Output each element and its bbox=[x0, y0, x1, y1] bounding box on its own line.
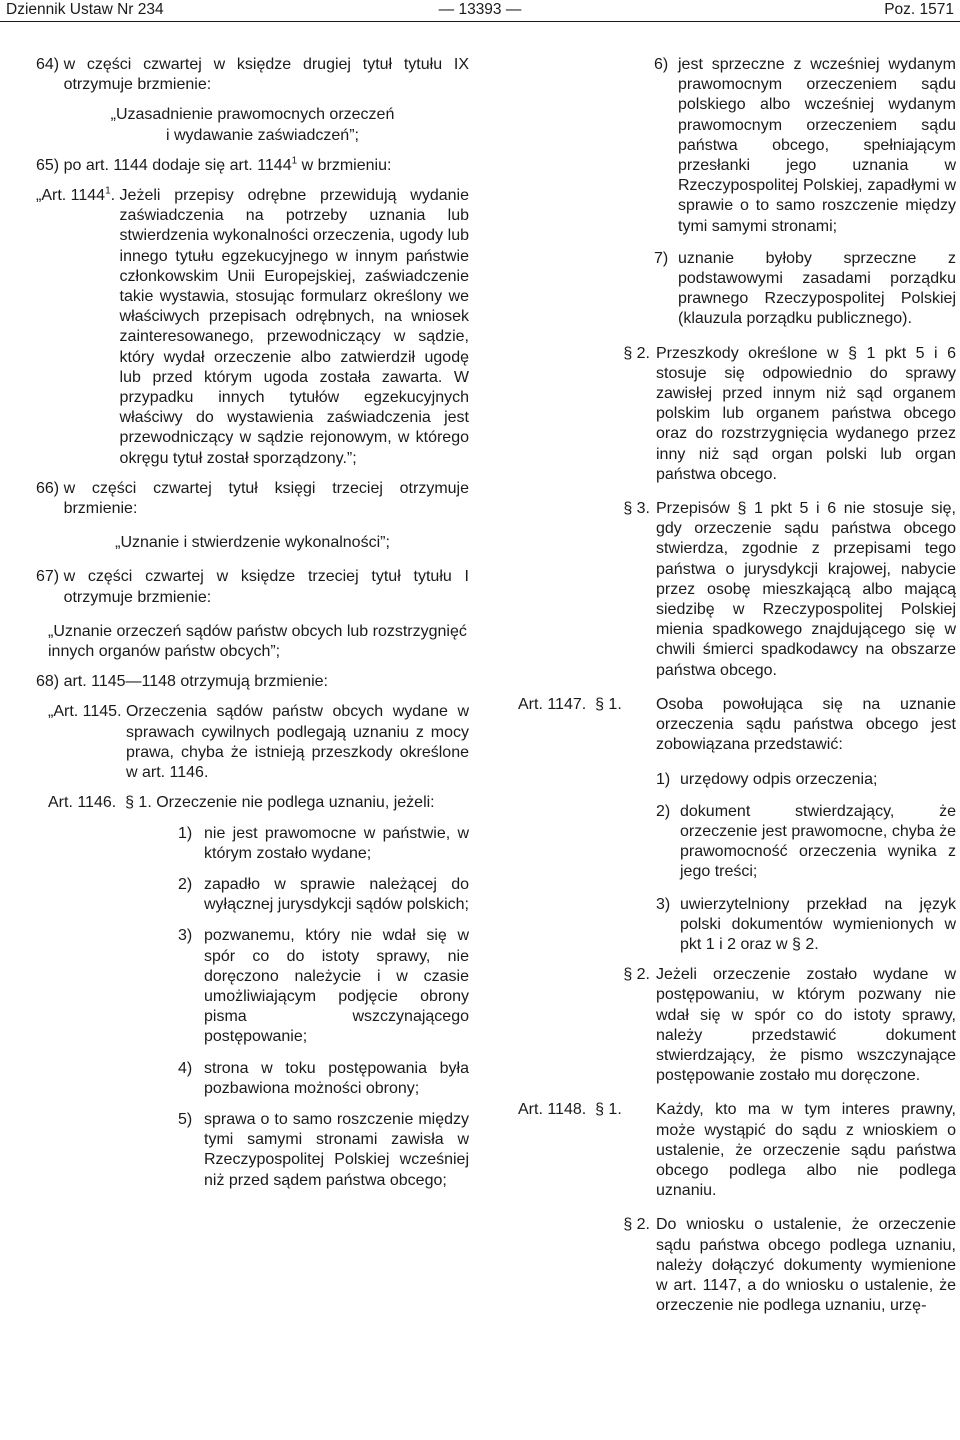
list-item-text: urzędowy odpis orzeczenia; bbox=[680, 770, 878, 788]
list-item bbox=[654, 249, 956, 330]
list-item-number: 1) bbox=[656, 770, 671, 788]
list-item-text: dokument stwierdzający, że orzeczenie jest prawomocne, chyba że prawomocność orzeczenia wynika z jego treści; bbox=[680, 802, 956, 881]
list-item bbox=[656, 770, 956, 790]
article-1148-paragraph-2 bbox=[518, 1215, 956, 1316]
list-item-text: zapadło w sprawie należącej do wyłącznej jurysdykcji sądów polskich; bbox=[204, 875, 469, 914]
article-1147-items bbox=[518, 770, 956, 956]
article-1147 bbox=[518, 695, 956, 756]
left-column bbox=[36, 55, 469, 1191]
paragraph-text: Do wniosku o ustalenie, że orzeczenie sądu państwa obcego podlega uznaniu, należy dołączyć dokumenty wymienione w art. 1147, a do wniosku o ustalenie, że orzeczenie nie podlega uznaniu, urzę- bbox=[656, 1216, 956, 1315]
article-label: Art. 1146. § 1. bbox=[48, 794, 152, 812]
right-column bbox=[518, 55, 956, 1316]
item-number: 65) bbox=[36, 156, 60, 174]
journal-title: Dziennik Ustaw Nr 234 bbox=[6, 1, 164, 18]
list-item bbox=[654, 55, 956, 237]
item-text: w części czwartej tytuł księgi trzeciej otrzymuje brzmienie: bbox=[63, 479, 469, 518]
article-text: Każdy, kto ma w tym interes prawny, może wystąpić do sądu z wnioskiem o ustalenie, że orzeczenie sądu państwa obcego podlega albo nie podlega uznaniu. bbox=[656, 1101, 956, 1200]
list-item bbox=[178, 824, 469, 864]
paragraph-label: § 2. bbox=[623, 1216, 650, 1234]
list-item-number: 2) bbox=[178, 875, 193, 893]
list-item-number: 5) bbox=[178, 1110, 193, 1128]
list-item-text: sprawa o to samo roszczenie między tymi samymi stronami zawisła w Rzeczypospolitej Polskiej wcześniej niż przed sądem państwa obcego; bbox=[204, 1110, 469, 1189]
header-rule bbox=[0, 21, 960, 22]
page-number: — 13393 — bbox=[438, 1, 522, 18]
amendment-66 bbox=[36, 479, 469, 519]
article-1147-paragraph-2 bbox=[518, 965, 956, 1086]
article-1148 bbox=[518, 1100, 956, 1201]
paragraph-text: Jeżeli orzeczenie zostało wydane w postępowaniu, w którym pozwany nie wdał się w spór co do istoty sprawy, należy przedstawić dokument stwierdzający, że pismo wszczynające postępowanie zostało mu doręczone. bbox=[656, 966, 956, 1085]
quoted-title-66: „Uznanie i stwierdzenie wykonalności”; bbox=[115, 534, 390, 552]
paragraph-text: Przeszkody określone w § 1 pkt 5 i 6 stosuje się odpowiednio do sprawy zawisłej przed innym niż sąd organem polskim lub organem państwa obcego oraz do rozstrzygnięcia wydanego przez inny niż sąd organ polski lub organ państwa obcego. bbox=[656, 344, 956, 483]
list-item-number: 2) bbox=[656, 802, 671, 820]
list-item-text: jest sprzeczne z wcześniej wydanym prawomocnym orzeczeniem sądu polskiego albo wcześniej wydanym prawomocnym orzeczeniem sądu państwa obcego, spełniającym przesłanki jego uznania w Rzeczypospolitej Polskiej, zapadłymi w sprawie o to samo roszczenie między tymi samymi stronami; bbox=[678, 56, 956, 235]
item-number: 67) bbox=[36, 568, 60, 586]
article-1146-paragraph-3 bbox=[518, 499, 956, 681]
article-1145 bbox=[36, 702, 469, 783]
paragraph-text: Przepisów § 1 pkt 5 i 6 nie stosuje się, gdy orzeczenie sądu państwa obcego stwierdza, zgodnie z przepisami tego państwa o jurysdykcji krajowej, nabycie przez osobę mieszkającą albo mającą siedzibę w Rzeczypospolitej Polskiej mienia spadkowego znajdującego się w chwili śmierci spadkodawcy na obszarze państwa obcego. bbox=[656, 500, 956, 679]
list-item-number: 4) bbox=[178, 1059, 193, 1077]
list-item bbox=[656, 802, 956, 883]
quote-line: „Uzasadnienie prawomocnych orzeczeń bbox=[110, 106, 395, 124]
item-number: 64) bbox=[36, 56, 60, 73]
list-item-text: uwierzytelniony przekład na język polski dokumentów wymienionych w pkt 1 i 2 oraz w § 2. bbox=[680, 895, 956, 953]
article-1146-items bbox=[48, 824, 469, 1191]
article-text: Orzeczenia sądów państw obcych wydane w sprawach cywilnych podlegają uznaniu z mocy prawa, chyba że istnieją przeszkody określone w art. 1146. bbox=[125, 703, 469, 782]
paragraph-label: § 2. bbox=[623, 344, 650, 362]
quote-line: i wydawanie zaświadczeń”; bbox=[166, 126, 359, 144]
quoted-title-64 bbox=[36, 105, 469, 145]
item-text: w części czwartej w księdze trzeciej tytuł tytułu I otrzymuje brzmienie: bbox=[63, 568, 469, 606]
article-text: Jeżeli przepisy odrębne przewidują wydanie zaświadczenia na potrzeby uznania lub stwierdzenia wykonalności orzeczenia, ugody lub innego tytułu egzekucyjnego w innym państwie członkowskim Unii Europejskiej, zaświadczenie takie wystawia, stosując formularz określony we właściwych przepisach odrębnych, na wniosek zainteresowanego, przewodniczący w sądzie, który wydał orzeczenie albo zatwierdził ugodę lub przed którym ugoda została zawarta. W przypadku innych tytułów egzekucyjnych właściwy do wystawienia zaświadczenia jest przewodniczący w sądzie rejonowym, w którego okręgu tytuł został sporządzony.”; bbox=[119, 187, 469, 467]
list-item-text: uznanie byłoby sprzeczne z podstawowymi zasadami porządku prawnego Rzeczypospolitej Polskiej (klauzula porządku publicznego). bbox=[678, 249, 956, 328]
article-label: Art. 1148. § 1. bbox=[518, 1101, 622, 1119]
article-label: „Art. 1145. bbox=[48, 703, 122, 721]
amendment-67 bbox=[36, 567, 469, 607]
list-item bbox=[178, 926, 469, 1047]
article-label: Art. 1147. § 1. bbox=[518, 695, 622, 713]
quoted-title-67: „Uznanie orzeczeń sądów państw obcych lub rozstrzygnięć innych organów państw obcych”; bbox=[48, 622, 467, 661]
item-text: art. 1145—1148 otrzymują brzmienie: bbox=[63, 673, 328, 691]
article-label: „Art. 1144$^1$. bbox=[36, 185, 116, 205]
list-item-number: 3) bbox=[656, 895, 671, 913]
article-1146 bbox=[36, 793, 469, 1190]
article-text: Orzeczenie nie podlega uznaniu, jeżeli: bbox=[156, 794, 435, 812]
item-number: 68) bbox=[36, 673, 60, 691]
list-item-number: 3) bbox=[178, 927, 193, 945]
list-item bbox=[178, 1110, 469, 1191]
list-item-text: nie jest prawomocne w państwie, w którym zostało wydane; bbox=[204, 824, 469, 862]
paragraph-label: § 3. bbox=[623, 500, 650, 518]
page-header bbox=[0, 0, 960, 22]
list-item-text: strona w toku postępowania była pozbawiona możności obrony; bbox=[204, 1059, 469, 1097]
list-item-text: pozwanemu, który nie wdał się w spór co do istoty sprawy, nie doręczono należycie i w czasie umożliwiającym podjęcie obrony pisma wszczynającego postępowanie; bbox=[204, 927, 469, 1046]
paragraph-label: § 2. bbox=[623, 966, 650, 984]
article-1146-items-continued bbox=[518, 55, 956, 330]
item-text: po art. 1144 dodaje się art. 1144$^1$ w brzmieniu: bbox=[63, 155, 392, 174]
amendment-64 bbox=[36, 55, 469, 95]
list-item bbox=[178, 1059, 469, 1099]
list-item-number: 1) bbox=[178, 824, 193, 842]
position-number: Poz. 1571 bbox=[884, 1, 954, 18]
list-item-number: 6) bbox=[654, 56, 669, 73]
amendment-68 bbox=[36, 672, 469, 692]
article-1144-1 bbox=[36, 186, 469, 469]
list-item-number: 7) bbox=[654, 249, 669, 267]
amendment-65 bbox=[36, 156, 469, 176]
article-1146-paragraph-2 bbox=[518, 344, 956, 485]
list-item bbox=[656, 895, 956, 956]
item-text: w części czwartej w księdze drugiej tytuł tytułu IX otrzymuje brzmienie: bbox=[63, 56, 469, 94]
item-number: 66) bbox=[36, 479, 60, 497]
article-text: Osoba powołująca się na uznanie orzeczenia sądu państwa obcego jest zobowiązana przedstawić: bbox=[656, 695, 956, 754]
list-item bbox=[178, 875, 469, 915]
